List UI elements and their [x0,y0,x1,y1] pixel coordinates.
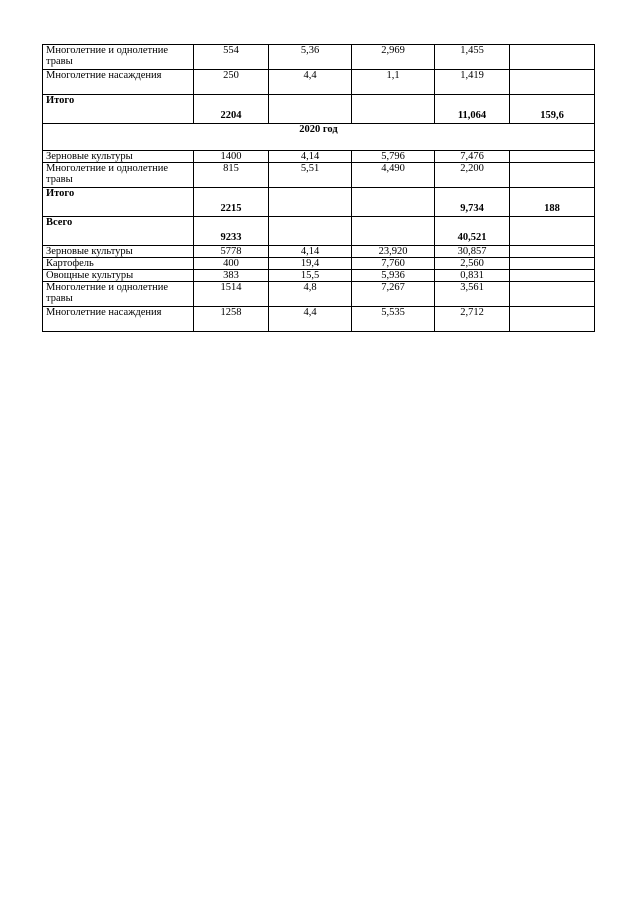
volume-cell: 1,1 [352,70,435,95]
extra-cell [510,270,595,282]
extra-cell [510,163,595,188]
yield-cell: 4,4 [269,307,352,332]
grand-total-area: 9233 [194,217,269,246]
total-label: Итого [43,95,194,124]
yield-cell: 15,5 [269,270,352,282]
value-cell: 7,476 [435,151,510,163]
value-cell: 30,857 [435,246,510,258]
table-row [43,307,595,332]
value-cell: 2,560 [435,258,510,270]
yield-cell: 4,14 [269,151,352,163]
volume-cell: 7,760 [352,258,435,270]
crop-name-cell: Многолетние насаждения [43,307,194,332]
volume-cell: 5,796 [352,151,435,163]
area-cell: 1514 [194,282,269,307]
empty-cell [269,217,352,246]
value-cell: 1,455 [435,45,510,70]
total-value: 11,064 [435,95,510,124]
total-label: Итого [43,188,194,217]
table-row [43,70,595,95]
extra-cell [510,246,595,258]
total-area: 2204 [194,95,269,124]
year-heading-row [43,124,595,151]
extra-cell [510,45,595,70]
crop-name-cell: Многолетние насаждения [43,70,194,95]
yield-cell: 19,4 [269,258,352,270]
total-extra: 159,6 [510,95,595,124]
total-extra: 188 [510,188,595,217]
table-row [43,246,595,258]
yield-cell: 5,36 [269,45,352,70]
yield-cell: 4,14 [269,246,352,258]
extra-cell [510,151,595,163]
extra-cell [510,70,595,95]
area-cell: 5778 [194,246,269,258]
table-row [43,282,595,307]
empty-cell [352,95,435,124]
value-cell: 2,200 [435,163,510,188]
volume-cell: 23,920 [352,246,435,258]
crop-name-cell: Овощные культуры [43,270,194,282]
crop-name-cell: Многолетние и однолетние травы [43,163,194,188]
area-cell: 383 [194,270,269,282]
volume-cell: 2,969 [352,45,435,70]
crop-name-cell: Многолетние и однолетние травы [43,282,194,307]
value-cell: 3,561 [435,282,510,307]
volume-cell: 7,267 [352,282,435,307]
year-heading: 2020 год [43,124,595,151]
area-cell: 554 [194,45,269,70]
extra-cell [510,258,595,270]
extra-cell [510,307,595,332]
value-cell: 2,712 [435,307,510,332]
total-row [43,188,595,217]
volume-cell: 4,490 [352,163,435,188]
empty-cell [269,188,352,217]
area-cell: 400 [194,258,269,270]
table-row [43,270,595,282]
volume-cell: 5,535 [352,307,435,332]
empty-cell [352,188,435,217]
empty-cell [269,95,352,124]
crop-name-cell: Многолетние и однолетние травы [43,45,194,70]
crop-name-cell: Зерновые культуры [43,151,194,163]
table-row [43,258,595,270]
empty-cell [510,217,595,246]
extra-cell [510,282,595,307]
grand-total-value: 40,521 [435,217,510,246]
value-cell: 1,419 [435,70,510,95]
table-row [43,151,595,163]
area-cell: 1400 [194,151,269,163]
total-row [43,95,595,124]
crop-data-table [42,44,595,332]
total-area: 2215 [194,188,269,217]
yield-cell: 4,4 [269,70,352,95]
yield-cell: 4,8 [269,282,352,307]
area-cell: 815 [194,163,269,188]
empty-cell [352,217,435,246]
total-value: 9,734 [435,188,510,217]
yield-cell: 5,51 [269,163,352,188]
area-cell: 250 [194,70,269,95]
grand-total-label: Всего [43,217,194,246]
value-cell: 0,831 [435,270,510,282]
area-cell: 1258 [194,307,269,332]
crop-name-cell: Зерновые культуры [43,246,194,258]
crop-name-cell: Картофель [43,258,194,270]
volume-cell: 5,936 [352,270,435,282]
table-row [43,45,595,70]
grand-total-row [43,217,595,246]
table-row [43,163,595,188]
